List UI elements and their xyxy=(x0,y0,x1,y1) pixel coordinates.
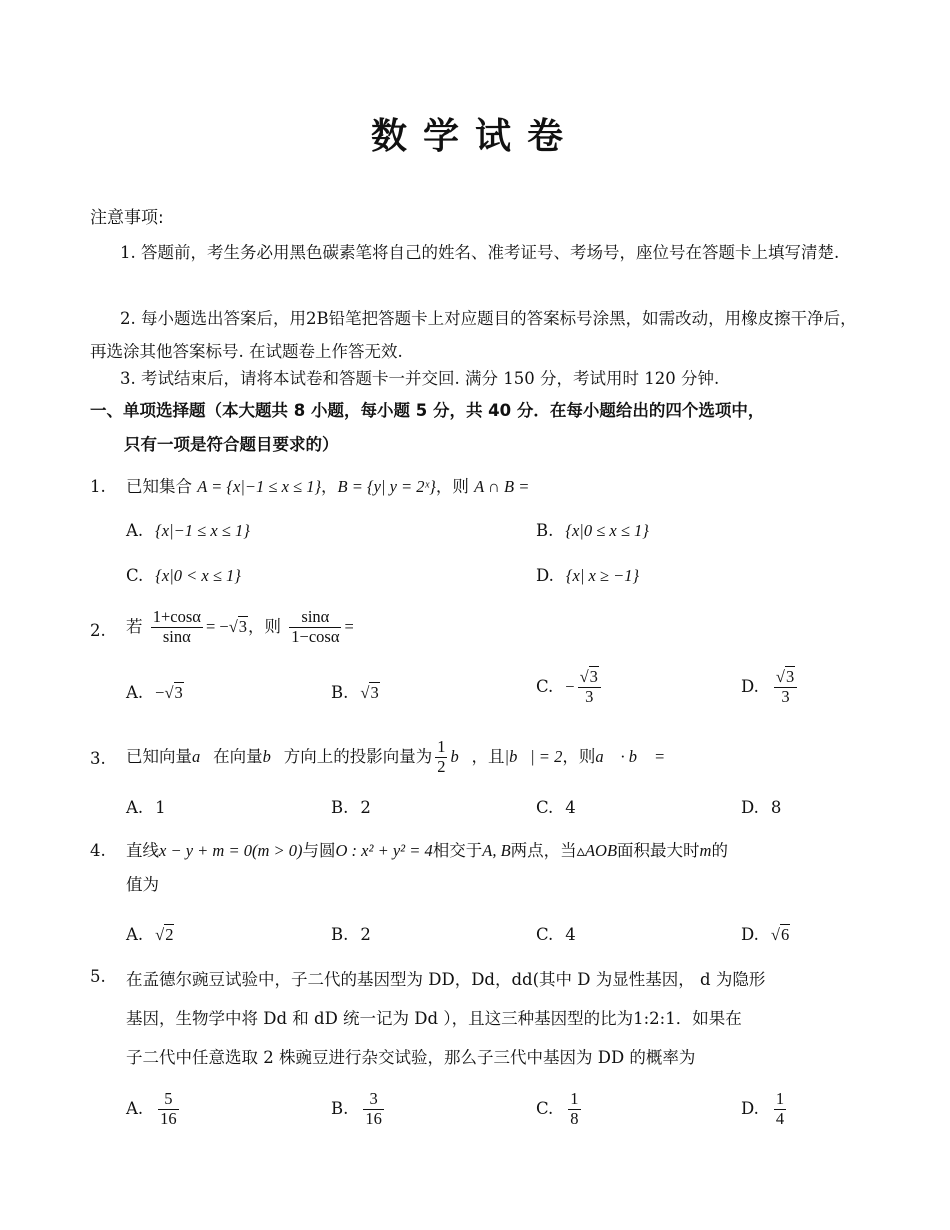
fraction-numerator: 1 xyxy=(570,1089,579,1108)
question-stem xyxy=(126,738,866,777)
fraction-numerator: 3 xyxy=(363,1090,384,1110)
stem-text: 两点，当 xyxy=(510,841,577,860)
option-letter: D. xyxy=(741,925,759,944)
q5-option-c xyxy=(536,1090,584,1129)
fraction-denominator: 8 xyxy=(570,1108,579,1128)
option-letter: C. xyxy=(536,1098,554,1118)
option-letter: C. xyxy=(126,566,144,585)
option-text: 2 xyxy=(360,925,371,944)
fraction xyxy=(158,1090,179,1129)
option-text: {x|0 < x ≤ 1} xyxy=(155,566,241,585)
circle-equation: O : x² + y² = 4 xyxy=(335,841,433,860)
minus-sign: − xyxy=(155,683,165,702)
section-heading-line-2: 只有一项是符合题目要求的） xyxy=(124,435,339,454)
stem-text: 与圆 xyxy=(302,841,336,860)
question-4 xyxy=(90,834,870,914)
vector-b-norm: |b⃗| = 2 xyxy=(504,746,563,766)
question-number: 4. xyxy=(90,841,106,860)
option-letter: A. xyxy=(126,798,144,817)
notice-item-2-text: 2. 每小题选出答案后，用2B铅笔把答题卡上对应题目的答案标号涂黑，如需改动，用橡皮擦干净后，再选涂其他答案标号. 在试题卷上作答无效. xyxy=(90,309,857,361)
stem-line-2: 基因，生物学中将 Dd 和 dD 统一记为 Dd ），且这三种基因型的比为1:2:1．如果在 xyxy=(126,1009,742,1028)
square-root: √3 xyxy=(164,683,183,702)
q1-option-d xyxy=(536,561,639,591)
q2-option-d xyxy=(741,668,800,707)
section-heading xyxy=(90,394,870,462)
stem-text: 相交于 xyxy=(432,841,483,860)
option-letter: C. xyxy=(536,925,554,944)
fraction-numerator: 1+cosα xyxy=(152,607,201,626)
stem-text: ，则 xyxy=(562,746,596,766)
dot-product: a⃗ · b⃗ = xyxy=(595,746,666,766)
fraction-denominator: 2 xyxy=(437,756,446,776)
stem-ask: A ∩ B = xyxy=(474,477,530,496)
fraction-denominator: 3 xyxy=(781,686,790,706)
fraction-numerator: sinα xyxy=(289,608,341,628)
set-b-definition: B = {y| y = 2ˣ} xyxy=(337,477,436,496)
square-root: √6 xyxy=(770,925,790,944)
q1-option-c xyxy=(126,561,241,591)
question-stem xyxy=(126,608,866,647)
minus-sign: − xyxy=(565,676,575,696)
fraction-denominator: sinα xyxy=(162,626,191,646)
option-letter: C. xyxy=(536,798,554,817)
triangle: ▵AOB xyxy=(576,841,618,860)
fraction xyxy=(151,608,203,647)
square-root: √3 xyxy=(360,683,379,702)
q1-option-a xyxy=(126,516,250,546)
q4-option-c xyxy=(536,920,576,950)
fraction xyxy=(363,1090,384,1129)
fraction-numerator: √3 xyxy=(578,668,601,688)
stem-text: ，且 xyxy=(471,746,505,766)
stem-line-3: 子二代中任意选取 2 株豌豆进行杂交试验，那么子三代中基因为 DD 的概率为 xyxy=(126,1048,696,1067)
radicand: 3 xyxy=(238,616,248,636)
q4-option-d xyxy=(741,920,790,950)
radicand: 6 xyxy=(780,925,790,944)
option-letter: A. xyxy=(126,1098,144,1118)
stem-line-1: 在孟德尔豌豆试验中，子二代的基因型为 DD，Dd，dd(其中 D 为显性基因， d 为隐形 xyxy=(126,970,766,989)
option-letter: D. xyxy=(741,676,759,696)
radicand: 3 xyxy=(589,667,598,686)
question-3 xyxy=(90,738,870,782)
vector-a: a⃗ xyxy=(192,746,214,766)
question-stem xyxy=(126,834,866,902)
option-text: {x|−1 ≤ x ≤ 1} xyxy=(155,521,250,540)
vector-b: b⃗ xyxy=(450,746,472,766)
question-number: 5. xyxy=(90,967,106,986)
q5-option-d xyxy=(741,1090,789,1129)
q5-option-a xyxy=(126,1090,182,1129)
option-text: 4 xyxy=(565,798,576,817)
notice-item-3 xyxy=(90,362,860,395)
line-equation: x − y + m = 0(m > 0) xyxy=(159,841,303,860)
stem-text: 方向上的投影向量为 xyxy=(283,746,433,766)
q2-option-b xyxy=(331,678,380,708)
radicand: 3 xyxy=(785,667,795,686)
q4-option-a xyxy=(126,920,174,950)
question-stem: 已知集合 A = {x|−1 ≤ x ≤ 1}，B = {y| y = 2ˣ}，则 A ∩ B = xyxy=(126,477,530,496)
option-letter: B. xyxy=(331,1098,349,1118)
q3-option-b xyxy=(331,793,371,823)
variable-m: m xyxy=(699,841,712,860)
option-letter: B. xyxy=(331,683,349,702)
fraction-numerator: 1 xyxy=(437,737,446,756)
stem-text: 已知集合 xyxy=(126,477,192,496)
option-text: 2 xyxy=(360,798,371,817)
option-letter: A. xyxy=(126,521,144,540)
vector-b: b⃗ xyxy=(262,746,284,766)
question-number: 2. xyxy=(90,621,106,640)
notice-item-1 xyxy=(90,236,860,269)
question-2 xyxy=(90,608,870,658)
notice-item-2 xyxy=(90,302,860,368)
stem-text: 的 xyxy=(711,841,728,860)
option-letter: B. xyxy=(536,521,554,540)
stem-text: ，则 xyxy=(435,477,469,496)
fraction-numerator: 5 xyxy=(158,1090,179,1110)
radicand: 3 xyxy=(174,683,183,702)
q1-option-b xyxy=(536,516,649,546)
question-stem xyxy=(126,960,866,1077)
q2-option-a xyxy=(126,678,184,708)
q2-option-c xyxy=(536,668,604,707)
option-text: 4 xyxy=(565,925,576,944)
notice-heading: 注意事项: xyxy=(90,208,164,228)
question-number: 1. xyxy=(90,477,106,496)
q3-option-d xyxy=(741,793,781,823)
option-letter: C. xyxy=(536,676,554,696)
fraction xyxy=(568,1090,580,1129)
fraction xyxy=(578,668,601,707)
stem-text: 值为 xyxy=(126,875,159,894)
notice-item-3-text: 3. 考试结束后，请将本试卷和答题卡一并交回. 满分 150 分，考试用时 120 分钟. xyxy=(120,369,720,388)
fraction-denominator: 1−cosα xyxy=(291,626,340,646)
equals-sign: = − xyxy=(205,616,229,636)
set-a-definition: A = {x|−1 ≤ x ≤ 1} xyxy=(197,477,322,496)
question-5 xyxy=(90,960,870,1076)
points: A, B xyxy=(482,841,511,860)
fraction-denominator: 16 xyxy=(160,1108,177,1128)
stem-text: 已知向量 xyxy=(126,746,192,766)
radicand: 2 xyxy=(165,925,174,944)
option-letter: D. xyxy=(741,1098,759,1118)
fraction xyxy=(289,608,341,647)
fraction-denominator: 3 xyxy=(585,686,594,706)
question-1 xyxy=(90,470,870,504)
square-root: √3 xyxy=(228,616,248,636)
stem-text: ，则 xyxy=(248,616,282,636)
fraction xyxy=(435,738,447,777)
fraction xyxy=(774,1090,786,1129)
question-number: 3. xyxy=(90,749,106,768)
equals-sign: = xyxy=(344,616,354,636)
option-text: 8 xyxy=(770,798,782,817)
option-text: {x|0 ≤ x ≤ 1} xyxy=(565,521,649,540)
stem-text: 面积最大时 xyxy=(617,841,700,860)
radicand: 3 xyxy=(370,683,379,702)
stem-text: 直线 xyxy=(126,841,159,860)
fraction-denominator: 4 xyxy=(775,1108,785,1128)
q3-option-c xyxy=(536,793,576,823)
stem-text: 若 xyxy=(126,616,143,636)
stem-text: 在向量 xyxy=(213,746,263,766)
fraction xyxy=(774,668,797,707)
fraction-numerator: 1 xyxy=(775,1089,785,1108)
option-letter: A. xyxy=(126,925,144,944)
option-letter: B. xyxy=(331,798,349,817)
section-heading-line-1: 一、单项选择题（本大题共 8 小题，每小题 5 分，共 40 分．在每小题给出的四个选项中， xyxy=(90,401,765,420)
option-letter: A. xyxy=(126,683,144,702)
option-text: {x| x ≥ −1} xyxy=(565,566,640,585)
q3-option-a xyxy=(126,793,166,823)
option-letter: B. xyxy=(331,925,349,944)
q4-option-b xyxy=(331,920,371,950)
option-text: 1 xyxy=(155,798,166,817)
square-root: √2 xyxy=(155,925,174,944)
notice-item-1-text: 1. 答题前，考生务必用黑色碳素笔将自己的姓名、准考证号、考场号，座位号在答题卡上填写清楚. xyxy=(120,243,840,262)
exam-title: 数学试卷 xyxy=(370,116,579,157)
fraction-denominator: 16 xyxy=(365,1108,382,1128)
fraction-numerator: √3 xyxy=(774,668,797,688)
option-letter: D. xyxy=(741,798,759,817)
q5-option-b xyxy=(331,1090,387,1129)
option-letter: D. xyxy=(536,566,554,585)
